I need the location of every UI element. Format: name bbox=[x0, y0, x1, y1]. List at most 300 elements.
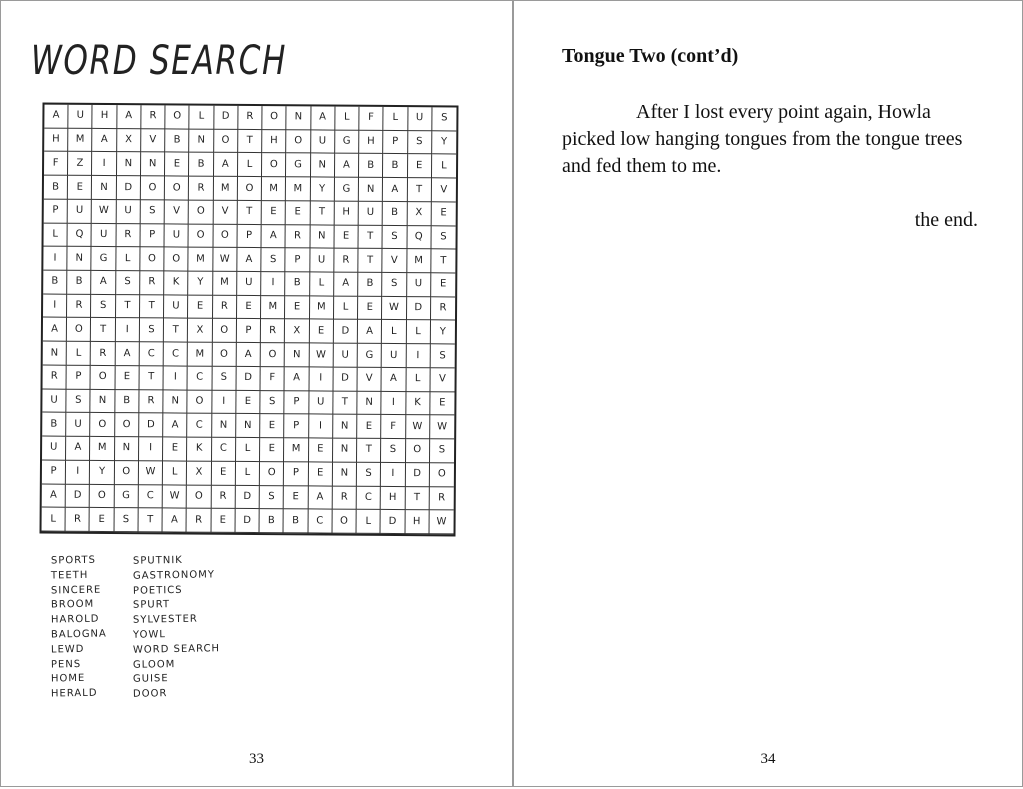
grid-cell: S bbox=[383, 226, 407, 250]
grid-cell: T bbox=[238, 130, 262, 154]
grid-cell: H bbox=[359, 130, 383, 154]
grid-cell: O bbox=[212, 319, 236, 343]
grid-cell: C bbox=[164, 343, 188, 367]
grid-cell: B bbox=[383, 202, 407, 226]
grid-cell: E bbox=[115, 366, 139, 390]
right-page bbox=[513, 0, 1023, 787]
grid-cell: U bbox=[69, 105, 93, 129]
grid-cell: R bbox=[91, 342, 115, 366]
grid-cell: P bbox=[285, 415, 309, 439]
grid-cell: M bbox=[262, 177, 286, 201]
word-list-item: SPURT bbox=[132, 599, 171, 612]
grid-cell: S bbox=[408, 131, 432, 155]
word-list-item: SINCERE bbox=[50, 584, 102, 597]
grid-cell: L bbox=[236, 462, 260, 486]
grid-cell: B bbox=[42, 413, 66, 437]
grid-cell: T bbox=[138, 508, 162, 532]
grid-cell: A bbox=[117, 105, 141, 129]
grid-cell: R bbox=[116, 224, 140, 248]
grid-cell: E bbox=[286, 201, 310, 225]
grid-cell: E bbox=[408, 155, 432, 179]
grid-cell: U bbox=[42, 389, 66, 413]
grid-cell: D bbox=[66, 484, 90, 508]
grid-cell: O bbox=[91, 413, 115, 437]
word-search-grid bbox=[40, 103, 459, 537]
grid-cell: E bbox=[358, 297, 382, 321]
grid-cell: T bbox=[407, 178, 431, 202]
grid-cell: L bbox=[406, 321, 430, 345]
grid-cell: W bbox=[92, 200, 116, 224]
grid-cell: L bbox=[190, 106, 214, 130]
grid-cell: I bbox=[309, 415, 333, 439]
grid-cell: E bbox=[262, 201, 286, 225]
grid-cell: B bbox=[189, 153, 213, 177]
grid-cell: R bbox=[139, 390, 163, 414]
grid-cell: A bbox=[335, 154, 359, 178]
grid-cell: M bbox=[213, 272, 237, 296]
grid-cell: A bbox=[93, 129, 117, 153]
word-list-item: YOWL bbox=[132, 629, 166, 641]
grid-cell: E bbox=[309, 320, 333, 344]
grid-cell: R bbox=[286, 225, 310, 249]
grid-cell: E bbox=[165, 153, 189, 177]
grid-cell: T bbox=[358, 249, 382, 273]
grid-cell: R bbox=[334, 249, 358, 273]
grid-cell: A bbox=[214, 153, 238, 177]
grid-cell: N bbox=[287, 106, 311, 130]
grid-cell: O bbox=[140, 248, 164, 272]
grid-cell: O bbox=[187, 485, 211, 509]
grid-cell: I bbox=[92, 152, 116, 176]
grid-cell: D bbox=[334, 320, 358, 344]
grid-cell: T bbox=[140, 295, 164, 319]
grid-cell: B bbox=[284, 510, 308, 534]
grid-cell: A bbox=[163, 414, 187, 438]
grid-cell: V bbox=[430, 368, 454, 392]
grid-cell: C bbox=[188, 414, 212, 438]
grid-cell: N bbox=[115, 437, 139, 461]
grid-cell: L bbox=[335, 107, 359, 131]
grid-cell: N bbox=[236, 414, 260, 438]
grid-cell: U bbox=[408, 107, 432, 131]
grid-cell: I bbox=[309, 367, 333, 391]
grid-cell: S bbox=[116, 271, 140, 295]
grid-cell: O bbox=[212, 343, 236, 367]
grid-cell: N bbox=[333, 439, 357, 463]
grid-cell: B bbox=[115, 390, 139, 414]
grid-cell: T bbox=[238, 201, 262, 225]
grid-cell: S bbox=[382, 273, 406, 297]
grid-cell: N bbox=[43, 342, 67, 366]
grid-cell: D bbox=[407, 297, 431, 321]
grid-cell: L bbox=[116, 247, 140, 271]
word-list-item: LEWD bbox=[50, 643, 85, 656]
grid-cell: E bbox=[309, 439, 333, 463]
grid-cell: B bbox=[67, 271, 91, 295]
grid-cell: S bbox=[141, 200, 165, 224]
word-list-item: GASTRONOMY bbox=[132, 569, 216, 582]
grid-cell: S bbox=[260, 486, 284, 510]
grid-cell: R bbox=[213, 296, 237, 320]
grid-cell: T bbox=[310, 201, 334, 225]
grid-cell: Y bbox=[310, 178, 334, 202]
grid-cell: V bbox=[165, 200, 189, 224]
grid-cell: Z bbox=[68, 152, 92, 176]
grid-cell: U bbox=[68, 200, 92, 224]
grid-cell: O bbox=[115, 413, 139, 437]
grid-cell: E bbox=[285, 296, 309, 320]
grid-cell: A bbox=[115, 342, 139, 366]
chapter-heading: Tongue Two (cont’d) bbox=[562, 45, 739, 67]
grid-cell: X bbox=[187, 461, 211, 485]
grid-cell: O bbox=[238, 177, 262, 201]
grid-cell: N bbox=[357, 391, 381, 415]
grid-cell: T bbox=[431, 250, 455, 274]
grid-cell: G bbox=[114, 485, 138, 509]
grid-cell: D bbox=[333, 368, 357, 392]
grid-cell: O bbox=[332, 510, 356, 534]
grid-cell: V bbox=[141, 129, 165, 153]
grid-cell: A bbox=[308, 486, 332, 510]
grid-cell: A bbox=[358, 320, 382, 344]
grid-cell: B bbox=[383, 154, 407, 178]
grid-cell: T bbox=[405, 487, 429, 511]
grid-cell: A bbox=[383, 178, 407, 202]
grid-cell: M bbox=[286, 177, 310, 201]
grid-cell: M bbox=[284, 438, 308, 462]
grid-cell: S bbox=[261, 248, 285, 272]
grid-cell: O bbox=[91, 366, 115, 390]
grid-cell: S bbox=[114, 508, 138, 532]
page-number-right: 34 bbox=[760, 751, 776, 767]
grid-cell: D bbox=[117, 176, 141, 200]
grid-cell: L bbox=[67, 342, 91, 366]
grid-cell: L bbox=[357, 510, 381, 534]
page-number-left: 33 bbox=[249, 751, 264, 767]
grid-cell: W bbox=[382, 297, 406, 321]
grid-cell: R bbox=[141, 105, 165, 129]
word-list-item: TEETH bbox=[50, 569, 89, 582]
grid-cell: T bbox=[164, 319, 188, 343]
grid-cell: A bbox=[334, 273, 358, 297]
grid-cell: S bbox=[140, 319, 164, 343]
grid-cell: N bbox=[333, 462, 357, 486]
word-list-item: POETICS bbox=[132, 584, 183, 597]
word-list-item: HERALD bbox=[50, 687, 98, 700]
grid-cell: N bbox=[68, 247, 92, 271]
closing-text: the end. bbox=[914, 209, 978, 231]
grid-cell: L bbox=[236, 438, 260, 462]
grid-cell: F bbox=[381, 415, 405, 439]
grid-cell: O bbox=[165, 177, 189, 201]
grid-cell: S bbox=[430, 439, 454, 463]
grid-cell: I bbox=[212, 390, 236, 414]
grid-cell: E bbox=[90, 508, 114, 532]
grid-cell: G bbox=[358, 344, 382, 368]
grid-cell: M bbox=[188, 343, 212, 367]
grid-cell: B bbox=[358, 273, 382, 297]
word-list-item: GUISE bbox=[132, 673, 169, 686]
grid-cell: B bbox=[359, 154, 383, 178]
grid-cell: S bbox=[431, 226, 455, 250]
grid-cell: E bbox=[430, 392, 454, 416]
grid-cell: S bbox=[381, 439, 405, 463]
grid-cell: S bbox=[357, 463, 381, 487]
grid-cell: D bbox=[405, 463, 429, 487]
grid-cell: O bbox=[262, 106, 286, 130]
grid-cell: N bbox=[212, 414, 236, 438]
grid-cell: A bbox=[382, 368, 406, 392]
grid-cell: U bbox=[310, 249, 334, 273]
grid-cell: H bbox=[405, 510, 429, 534]
grid-cell: U bbox=[359, 202, 383, 226]
grid-cell: A bbox=[92, 271, 116, 295]
grid-cell: X bbox=[188, 319, 212, 343]
grid-cell: H bbox=[334, 201, 358, 225]
grid-cell: A bbox=[237, 248, 261, 272]
grid-cell: E bbox=[260, 414, 284, 438]
grid-cell: M bbox=[213, 177, 237, 201]
grid-cell: E bbox=[211, 509, 235, 533]
grid-cell: R bbox=[43, 365, 67, 389]
word-list-item: WORD SEARCH bbox=[132, 643, 221, 656]
grid-cell: O bbox=[165, 105, 189, 129]
grid-cell: E bbox=[284, 486, 308, 510]
grid-cell: V bbox=[432, 178, 456, 202]
grid-cell: U bbox=[382, 344, 406, 368]
grid-cell: P bbox=[383, 131, 407, 155]
grid-cell: H bbox=[381, 486, 405, 510]
grid-cell: R bbox=[140, 271, 164, 295]
grid-cell: R bbox=[238, 106, 262, 130]
grid-cell: T bbox=[139, 366, 163, 390]
grid-cell: F bbox=[261, 367, 285, 391]
grid-cell: R bbox=[187, 509, 211, 533]
grid-cell: L bbox=[432, 155, 456, 179]
grid-cell: X bbox=[117, 129, 141, 153]
grid-cell: E bbox=[357, 415, 381, 439]
word-list-item: SPUTNIK bbox=[132, 554, 183, 567]
grid-cell: A bbox=[42, 484, 66, 508]
grid-cell: T bbox=[357, 439, 381, 463]
grid-cell: R bbox=[67, 294, 91, 318]
grid-cell: C bbox=[357, 486, 381, 510]
grid-cell: V bbox=[383, 249, 407, 273]
grid-cell: I bbox=[406, 344, 430, 368]
grid-cell: R bbox=[211, 485, 235, 509]
grid-cell: O bbox=[287, 130, 311, 154]
grid-cell: O bbox=[67, 318, 91, 342]
grid-cell: W bbox=[213, 248, 237, 272]
grid-cell: F bbox=[359, 107, 383, 131]
grid-cell: N bbox=[92, 176, 116, 200]
grid-cell: I bbox=[164, 366, 188, 390]
grid-cell: B bbox=[260, 509, 284, 533]
story-paragraph: After I lost every point again, Howla picked low hanging tongues from the tongue trees and fed them to me. bbox=[562, 101, 963, 177]
grid-cell: S bbox=[260, 391, 284, 415]
grid-cell: E bbox=[211, 462, 235, 486]
grid-cell: L bbox=[384, 107, 408, 131]
grid-cell: A bbox=[44, 105, 68, 129]
grid-cell: E bbox=[163, 438, 187, 462]
grid-cell: T bbox=[333, 391, 357, 415]
grid-cell: L bbox=[238, 153, 262, 177]
grid-cell: H bbox=[262, 130, 286, 154]
grid-cell: U bbox=[66, 413, 90, 437]
grid-cell: E bbox=[237, 296, 261, 320]
grid-cell: Q bbox=[68, 223, 92, 247]
grid-cell: S bbox=[91, 295, 115, 319]
grid-cell: O bbox=[406, 439, 430, 463]
grid-cell: A bbox=[237, 343, 261, 367]
grid-cell: M bbox=[310, 296, 334, 320]
grid-cell: A bbox=[43, 318, 67, 342]
grid-cell: N bbox=[359, 178, 383, 202]
grid-cell: I bbox=[43, 294, 67, 318]
grid-cell: E bbox=[236, 391, 260, 415]
grid-cell: E bbox=[260, 438, 284, 462]
grid-cell: O bbox=[261, 343, 285, 367]
grid-cell: S bbox=[212, 367, 236, 391]
grid-cell: U bbox=[42, 437, 66, 461]
grid-cell: P bbox=[42, 460, 66, 484]
grid-cell: O bbox=[262, 154, 286, 178]
grid-cell: P bbox=[285, 391, 309, 415]
word-list-item: GLOOM bbox=[132, 658, 176, 671]
grid-cell: W bbox=[309, 344, 333, 368]
grid-cell: Q bbox=[407, 226, 431, 250]
grid-cell: V bbox=[213, 201, 237, 225]
grid-cell: N bbox=[91, 390, 115, 414]
grid-cell: M bbox=[68, 128, 92, 152]
grid-cell: Y bbox=[432, 131, 456, 155]
grid-cell: C bbox=[212, 438, 236, 462]
grid-cell: N bbox=[141, 153, 165, 177]
grid-cell: C bbox=[139, 485, 163, 509]
grid-cell: H bbox=[93, 105, 117, 129]
grid-cell: V bbox=[358, 368, 382, 392]
grid-cell: A bbox=[66, 437, 90, 461]
grid-cell: P bbox=[44, 199, 68, 223]
grid-cell: O bbox=[115, 461, 139, 485]
grid-cell: U bbox=[333, 344, 357, 368]
grid-cell: T bbox=[359, 225, 383, 249]
grid-cell: H bbox=[44, 128, 68, 152]
grid-cell: O bbox=[141, 176, 165, 200]
grid-cell: I bbox=[66, 461, 90, 485]
grid-cell: N bbox=[285, 343, 309, 367]
grid-cell: T bbox=[91, 318, 115, 342]
grid-cell: S bbox=[67, 389, 91, 413]
grid-cell: O bbox=[189, 224, 213, 248]
word-list-item: SPORTS bbox=[50, 554, 97, 567]
grid-cell: K bbox=[187, 438, 211, 462]
word-list-item: HOME bbox=[50, 673, 86, 685]
grid-cell: S bbox=[430, 344, 454, 368]
grid-cell: X bbox=[285, 320, 309, 344]
word-list-item: HAROLD bbox=[50, 613, 100, 626]
grid-cell: E bbox=[68, 176, 92, 200]
grid-cell: W bbox=[163, 485, 187, 509]
grid-cell: L bbox=[406, 368, 430, 392]
grid-cell: U bbox=[237, 272, 261, 296]
grid-cell: E bbox=[308, 462, 332, 486]
grid-cell: B bbox=[286, 272, 310, 296]
grid-cell: N bbox=[117, 153, 141, 177]
grid-cell: I bbox=[381, 463, 405, 487]
grid-cell: R bbox=[429, 487, 453, 511]
grid-cell: U bbox=[311, 130, 335, 154]
grid-cell: Y bbox=[431, 321, 455, 345]
grid-cell: A bbox=[285, 367, 309, 391]
grid-cell: C bbox=[308, 510, 332, 534]
grid-cell: U bbox=[164, 295, 188, 319]
grid-cell: D bbox=[236, 367, 260, 391]
grid-cell: P bbox=[284, 462, 308, 486]
grid-cell: I bbox=[116, 319, 140, 343]
grid-cell: B bbox=[165, 129, 189, 153]
grid-cell: O bbox=[430, 463, 454, 487]
grid-cell: D bbox=[214, 106, 238, 130]
grid-cell: S bbox=[432, 107, 456, 131]
grid-cell: R bbox=[189, 177, 213, 201]
grid-cell: G bbox=[335, 178, 359, 202]
word-list-item: BROOM bbox=[50, 599, 95, 611]
grid-cell: G bbox=[286, 154, 310, 178]
grid-cell: O bbox=[188, 390, 212, 414]
grid-cell: L bbox=[334, 296, 358, 320]
grid-cell: C bbox=[188, 367, 212, 391]
word-list-item: PENS bbox=[50, 658, 82, 671]
grid-cell: M bbox=[407, 249, 431, 273]
grid-cell: O bbox=[214, 129, 238, 153]
grid-cell: I bbox=[382, 392, 406, 416]
grid-cell: E bbox=[431, 202, 455, 226]
grid-cell: O bbox=[189, 200, 213, 224]
grid-cell: L bbox=[44, 223, 68, 247]
grid-cell: P bbox=[237, 319, 261, 343]
word-list-item: DOOR bbox=[132, 688, 168, 700]
grid-cell: O bbox=[165, 248, 189, 272]
grid-cell: W bbox=[429, 511, 453, 535]
grid-cell: C bbox=[140, 342, 164, 366]
grid-cell: K bbox=[164, 271, 188, 295]
grid-cell: K bbox=[406, 392, 430, 416]
word-list-column-1 bbox=[51, 554, 107, 702]
grid-cell: O bbox=[90, 484, 114, 508]
grid-cell: F bbox=[44, 152, 68, 176]
grid-cell: A bbox=[163, 509, 187, 533]
grid-cell: U bbox=[116, 200, 140, 224]
grid-cell: D bbox=[235, 509, 259, 533]
grid-cell: U bbox=[407, 273, 431, 297]
grid-cell: P bbox=[286, 249, 310, 273]
grid-cell: X bbox=[407, 202, 431, 226]
word-search-title: WORD SEARCH bbox=[31, 38, 287, 84]
grid-cell: N bbox=[310, 225, 334, 249]
grid-cell: E bbox=[431, 273, 455, 297]
grid-cell: U bbox=[92, 224, 116, 248]
grid-cell: P bbox=[237, 225, 261, 249]
grid-cell: M bbox=[90, 437, 114, 461]
grid-cell: D bbox=[381, 510, 405, 534]
grid-cell: U bbox=[309, 391, 333, 415]
grid-cell: M bbox=[261, 296, 285, 320]
grid-cell: I bbox=[261, 272, 285, 296]
grid-cell: O bbox=[213, 224, 237, 248]
grid-cell: D bbox=[236, 485, 260, 509]
grid-cell: T bbox=[116, 295, 140, 319]
